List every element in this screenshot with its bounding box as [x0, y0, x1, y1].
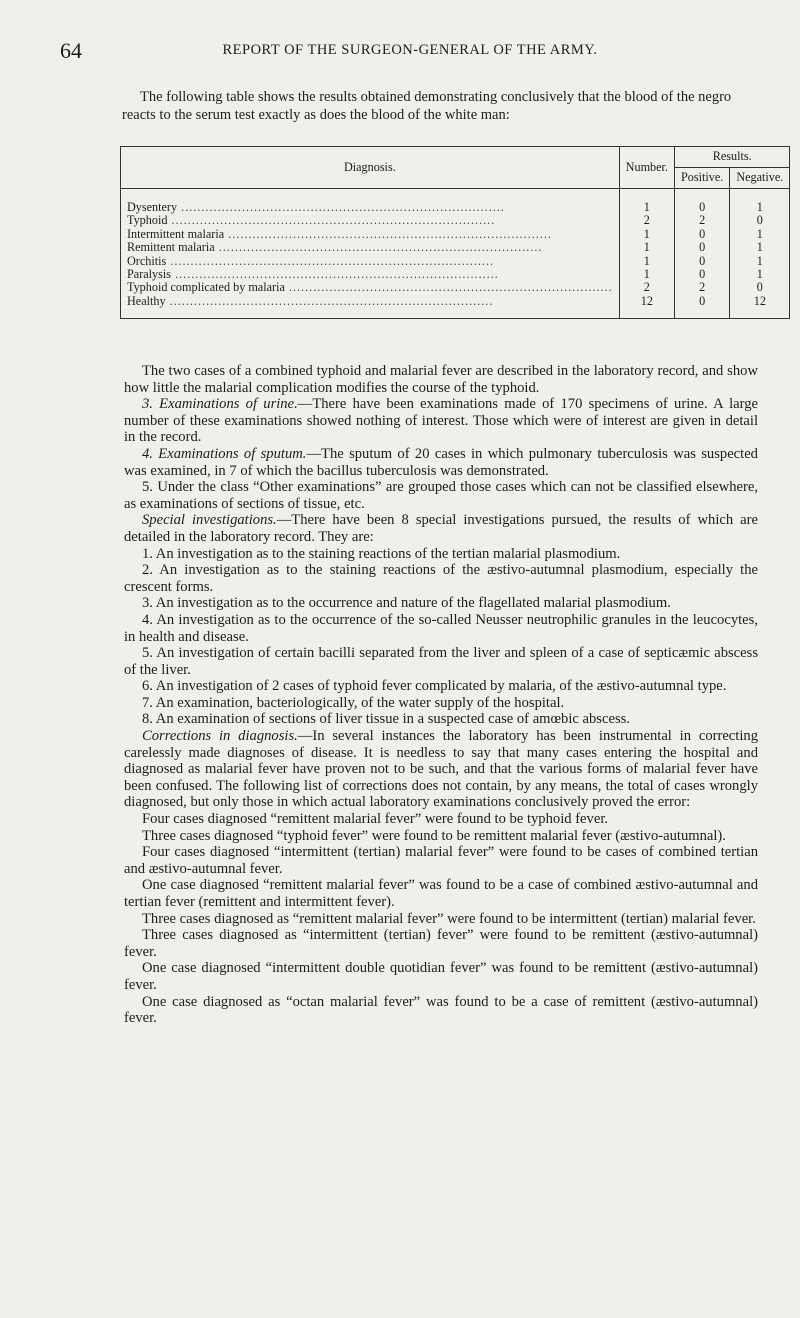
- diagnosis-cell-text: Paralysis: [127, 268, 172, 282]
- table-row: [121, 268, 790, 281]
- diagnosis-cell: [121, 268, 620, 281]
- intro-paragraph: The following table shows the results obtained demonstrating conclusively that the blood of the negro reacts to the serum test exactly as does the blood of the white man:: [122, 89, 732, 123]
- sputum-heading: 4. Examinations of sputum.: [142, 445, 307, 462]
- negative-cell-text: 12: [753, 293, 766, 308]
- investigation-item: 3. An investigation as to the occurrence and nature of the flagellated malarial plasmodium.: [142, 595, 671, 612]
- correction-item: Three cases diagnosed as “intermittent (tertian) fever” were found to be remittent (æstivo-autumnal) fever.: [124, 927, 758, 960]
- page-number: 64: [60, 38, 82, 63]
- corrections-text: —In several instances the laboratory has been instrumental in correcting carelessly made diagnoses of disease. It is needless to say that many cases entering the hospital and diagnosed as malarial fever have proven not to be such, and that the various forms of malarial fever have been confused. The following list of corrections does not contain, by any means, the total of cases wrongly diagnosed, but only those in which actual laboratory examinations conclusively proved the error:: [124, 728, 758, 811]
- correction-item: Three cases diagnosed “typhoid fever” were found to be remittent malarial fever (æstivo-autumnal).: [142, 827, 726, 844]
- diagnosis-cell: [121, 214, 620, 227]
- positive-header: Positive.: [674, 168, 729, 189]
- negative-cell: [730, 189, 790, 215]
- leader-dots: ................................................................................: [166, 254, 495, 268]
- leader-dots: ................................................................................: [214, 241, 543, 255]
- leader-dots: ................................................................................: [284, 281, 613, 295]
- correction-item: Four cases diagnosed “intermittent (tertian) malarial fever” were found to be cases of combined tertian and æstivo-autumnal fever.: [124, 844, 758, 877]
- table-row: [121, 189, 790, 215]
- positive-cell-text: 0: [699, 226, 706, 241]
- correction-item: Four cases diagnosed “remittent malarial fever” were found to be typhoid fever.: [142, 811, 609, 828]
- negative-cell-text: 1: [756, 226, 763, 241]
- paragraph-typhoid-cases: The two cases of a combined typhoid and malarial fever are described in the laboratory record, and show how little the malarial complication modifies the course of the typhoid.: [124, 363, 758, 396]
- paragraph-other-examinations: 5. Under the class “Other examinations” are grouped those cases which can not be classified elsewhere, as examinations of sections of tissue, etc.: [124, 479, 758, 512]
- leader-dots: ................................................................................: [171, 268, 499, 282]
- positive-cell-text: 2: [699, 280, 706, 295]
- investigation-item: 4. An investigation as to the occurrence of the so-called Neusser neutrophilic granules in the leucocytes, in health and disease.: [124, 611, 758, 645]
- special-text: —There have been 8 special investigations pursued, the results of which are detailed in the laboratory record. They are:: [124, 512, 758, 545]
- positive-cell: [674, 228, 729, 241]
- negative-cell: [730, 241, 790, 254]
- number-cell-text: 1: [643, 200, 650, 214]
- positive-cell: [674, 241, 729, 254]
- number-cell: [619, 268, 674, 281]
- diagnosis-cell-text: Dysentery: [127, 200, 178, 214]
- diagnosis-cell: [121, 281, 620, 294]
- negative-cell-text: 1: [756, 240, 763, 255]
- number-cell: [619, 255, 674, 268]
- negative-cell-text: 1: [756, 267, 763, 282]
- paragraph-urine: [124, 396, 758, 446]
- paragraph-sputum: [124, 446, 758, 479]
- number-cell-text: 1: [643, 240, 650, 255]
- negative-cell: [730, 281, 790, 294]
- negative-cell: [730, 228, 790, 241]
- diagnosis-cell: [121, 295, 620, 319]
- page-header: [60, 38, 760, 62]
- number-cell-text: 1: [643, 226, 650, 241]
- number-cell: [619, 214, 674, 227]
- diagnosis-cell-text: Intermittent malaria: [127, 227, 225, 241]
- negative-cell-text: 1: [756, 200, 763, 214]
- number-cell: [619, 241, 674, 254]
- diagnosis-cell-text: Remittent malaria: [127, 241, 215, 255]
- number-cell-text: 1: [643, 267, 650, 282]
- table-row: [121, 241, 790, 254]
- urine-heading: 3. Examinations of urine.: [142, 396, 298, 413]
- special-heading: Special investigations.: [142, 512, 277, 529]
- positive-cell-text: 0: [699, 253, 706, 268]
- positive-cell: [674, 189, 729, 215]
- table-body: [121, 189, 790, 319]
- corrections-heading: Corrections in diagnosis.: [142, 728, 298, 745]
- positive-cell: [674, 214, 729, 227]
- correction-item: One case diagnosed “remittent malarial fever” was found to be a case of combined æstivo-autumnal and tertian fever (remittent and intermittent fever).: [124, 877, 758, 910]
- number-cell-text: 2: [643, 280, 650, 295]
- diagnosis-header: Diagnosis.: [121, 147, 620, 189]
- investigation-item: 6. An investigation of 2 cases of typhoid fever complicated by malaria, of the æstivo-autumnal type.: [142, 678, 727, 695]
- paragraph-special-investigations: [124, 512, 758, 545]
- running-head: REPORT OF THE SURGEON-GENERAL OF THE ARMY.: [222, 42, 598, 58]
- number-cell: [619, 281, 674, 294]
- diagnosis-cell: [121, 228, 620, 241]
- negative-cell-text: 0: [756, 213, 763, 228]
- diagnosis-cell-text: Typhoid: [127, 214, 168, 228]
- number-cell: [619, 295, 674, 319]
- investigation-item: 1. An investigation as to the staining reactions of the tertian malarial plasmodium.: [142, 545, 621, 562]
- positive-cell-text: 0: [699, 293, 706, 308]
- body-text: [124, 363, 758, 1027]
- positive-cell-text: 0: [699, 200, 706, 214]
- investigation-item: 8. An examination of sections of liver tissue in a suspected case of amœbic abscess.: [142, 711, 630, 728]
- number-cell: [619, 228, 674, 241]
- table-row: [121, 228, 790, 241]
- positive-cell: [674, 281, 729, 294]
- diagnosis-cell: [121, 255, 620, 268]
- table-row: [121, 281, 790, 294]
- negative-cell: [730, 268, 790, 281]
- correction-item: One case diagnosed “intermittent double quotidian fever” was found to be remittent (æstivo-autumnal) fever.: [124, 960, 758, 993]
- negative-cell-text: 1: [756, 253, 763, 268]
- table-row: [121, 295, 790, 319]
- number-cell-text: 12: [640, 293, 653, 308]
- diagnosis-cell-text: Healthy: [127, 294, 166, 308]
- leader-dots: ................................................................................: [177, 200, 505, 214]
- leader-dots: ................................................................................: [167, 214, 496, 228]
- diagnosis-cell-text: Orchitis: [127, 254, 167, 268]
- positive-cell: [674, 295, 729, 319]
- number-cell-text: 2: [643, 213, 650, 228]
- diagnosis-cell: [121, 241, 620, 254]
- negative-cell-text: 0: [756, 280, 763, 295]
- urine-text: —There have been examinations made of 170 specimens of urine. A large number of these examinations showed nothing of interest. Those which were of interest are given in detail in the record.: [124, 396, 758, 446]
- positive-cell-text: 0: [699, 240, 706, 255]
- paragraph-corrections: [124, 728, 758, 811]
- sputum-text: —The sputum of 20 cases in which pulmonary tuberculosis was suspected was examined, in 7 of which the bacillus tuberculosis was demonstrated.: [124, 445, 758, 479]
- positive-cell: [674, 255, 729, 268]
- correction-item: One case diagnosed as “octan malarial fever” was found to be a case of remittent (æstivo-autumnal) fever.: [124, 993, 758, 1027]
- investigation-item: 5. An investigation of certain bacilli separated from the liver and spleen of a case of septicæmic abscess of the liver.: [124, 645, 758, 678]
- negative-cell: [730, 295, 790, 319]
- correction-item: Three cases diagnosed as “remittent malarial fever” were found to be intermittent (tertian) malarial fever.: [142, 910, 756, 927]
- leader-dots: ................................................................................: [224, 227, 552, 241]
- number-header: Number.: [619, 147, 674, 189]
- negative-cell: [730, 214, 790, 227]
- diagnosis-cell: [121, 189, 620, 215]
- table-row: [121, 214, 790, 227]
- results-table: [120, 146, 790, 319]
- negative-header: Negative.: [730, 168, 790, 189]
- results-header: Results.: [674, 147, 789, 168]
- number-cell-text: 1: [643, 253, 650, 268]
- investigation-item: 7. An examination, bacteriologically, of the water supply of the hospital.: [142, 694, 565, 711]
- table-row: [121, 255, 790, 268]
- positive-cell-text: 2: [699, 213, 706, 228]
- diagnosis-cell-text: Typhoid complicated by malaria: [127, 281, 285, 295]
- leader-dots: ................................................................................: [165, 294, 494, 308]
- positive-cell-text: 0: [699, 267, 706, 282]
- investigation-item: 2. An investigation as to the staining reactions of the æstivo-autumnal plasmodium, especially the crescent forms.: [124, 562, 758, 595]
- negative-cell: [730, 255, 790, 268]
- positive-cell: [674, 268, 729, 281]
- number-cell: [619, 189, 674, 215]
